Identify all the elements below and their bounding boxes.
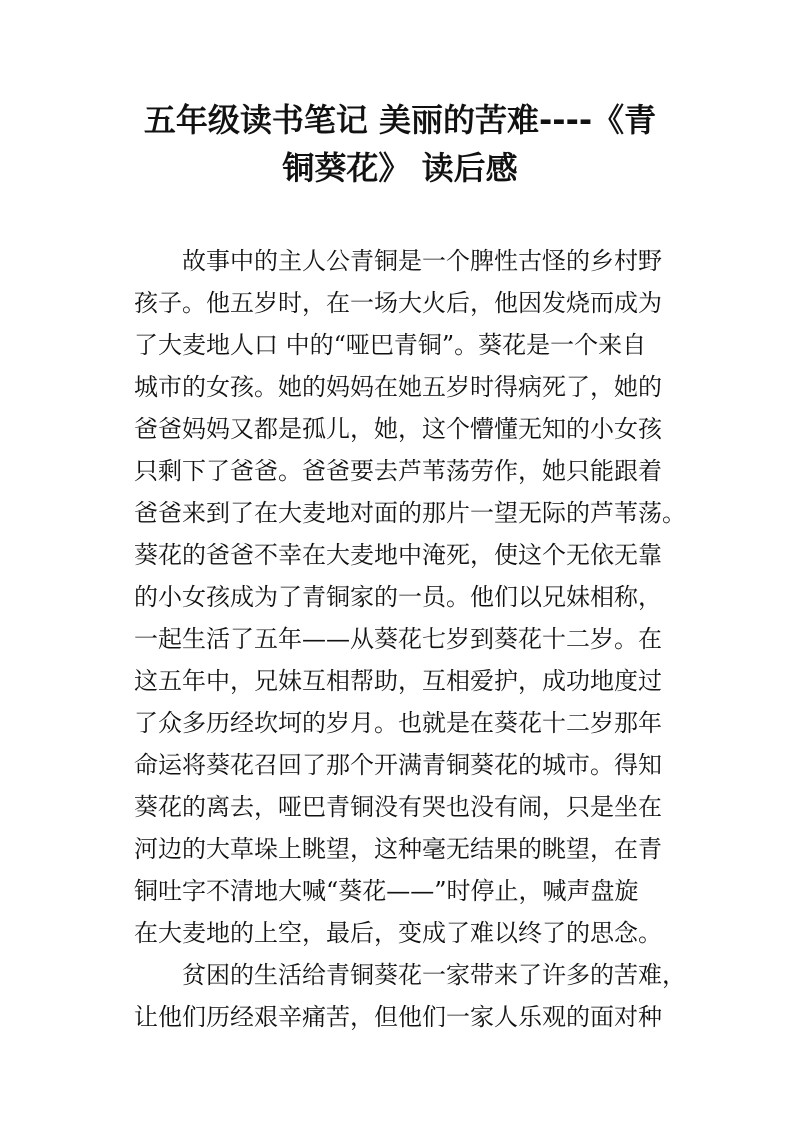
paragraph-line: 这五年中，兄妹互相帮助，互相爱护，成功地度过: [134, 667, 662, 695]
paragraph-line: 贫困的生活给青铜葵花一家带来了许多的苦难，: [182, 961, 686, 989]
paragraph-line: 铜吐字不清地大喊“葵花——”时停止，喊声盘旋: [134, 877, 639, 905]
paragraph-line: 的小女孩成为了青铜家的一员。他们以兄妹相称，: [134, 583, 662, 611]
paragraph-line: 河边的大草垛上眺望，这种毫无结果的眺望，在青: [134, 835, 662, 863]
paragraph-line: 只剩下了爸爸。爸爸要去芦苇荡劳作，她只能跟着: [134, 457, 662, 485]
document-title: [120, 96, 680, 192]
paragraph-line: 在大麦地的上空，最后，变成了难以终了的思念。: [134, 919, 662, 947]
paragraph-line: 葵花的离去，哑巴青铜没有哭也没有闹，只是坐在: [134, 793, 662, 821]
paragraph-line: 命运将葵花召回了那个开满青铜葵花的城市。得知: [134, 751, 662, 779]
paragraph-line: 爸爸来到了在大麦地对面的那片一望无际的芦苇荡。: [134, 499, 686, 527]
paragraph-line: 一起生活了五年——从葵花七岁到葵花十二岁。在: [134, 625, 662, 653]
paragraph-line: 了众多历经坎坷的岁月。也就是在葵花十二岁那年: [134, 709, 662, 737]
paragraph-line: 葵花的爸爸不幸在大麦地中淹死，使这个无依无靠: [134, 541, 662, 569]
paragraph-line: 故事中的主人公青铜是一个脾性古怪的乡村野: [182, 247, 662, 275]
title-line: 铜葵花》 读后感: [282, 149, 518, 187]
paragraph-line: 孩子。他五岁时，在一场大火后，他因发烧而成为: [134, 289, 662, 317]
title-line: 五年级读书笔记 美丽的苦难----《青: [143, 101, 657, 139]
document-body: [134, 240, 686, 1038]
paragraph-line: 了大麦地人口 中的“哑巴青铜”。葵花是一个来自: [134, 331, 647, 359]
paragraph-line: 爸爸妈妈又都是孤儿，她，这个懵懂无知的小女孩: [134, 415, 662, 443]
paragraph-line: 让他们历经艰辛痛苦，但他们一家人乐观的面对种: [134, 1003, 662, 1031]
paragraph-line: 城市的女孩。她的妈妈在她五岁时得病死了，她的: [134, 373, 662, 401]
